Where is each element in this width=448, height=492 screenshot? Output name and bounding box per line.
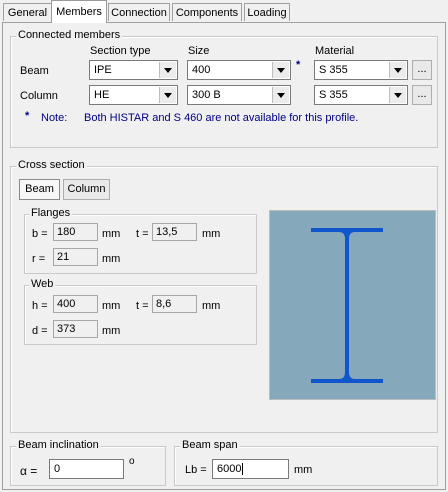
note-asterisk: * xyxy=(25,110,30,122)
i-beam-shape xyxy=(311,228,383,383)
beam-button-label: Beam xyxy=(25,183,54,195)
web-d-unit: mm xyxy=(102,325,121,337)
flange-t-label: t = xyxy=(136,228,149,240)
column-section-type-select[interactable] xyxy=(89,85,178,105)
flange-r-value: 21 xyxy=(57,251,70,263)
section-type-header: Section type xyxy=(90,45,151,57)
i-beam-profile-icon xyxy=(270,211,435,399)
chevron-down-icon[interactable] xyxy=(272,62,289,78)
web-h-unit: mm xyxy=(102,300,121,312)
web-t-unit: mm xyxy=(202,300,221,312)
span-value: 6000 xyxy=(217,463,242,475)
cross-section-column-button[interactable] xyxy=(63,179,110,200)
column-material-value: S 355 xyxy=(319,89,348,101)
web-d-value: 373 xyxy=(57,323,76,335)
tab-members[interactable] xyxy=(51,0,107,23)
column-size-value: 300 B xyxy=(192,89,221,101)
beam-section-type-select[interactable] xyxy=(89,60,178,80)
web-d-field xyxy=(53,320,98,338)
web-h-label: h = xyxy=(32,300,48,312)
browse-label: ... xyxy=(417,88,427,100)
web-title: Web xyxy=(31,278,54,290)
flanges-title: Flanges xyxy=(31,207,71,219)
degree-unit: o xyxy=(129,456,135,467)
tab-components[interactable] xyxy=(172,3,242,21)
text-caret xyxy=(242,463,243,475)
flange-t-unit: mm xyxy=(202,228,221,240)
connected-members-title: Connected members xyxy=(18,29,121,41)
note-text: Both HISTAR and S 460 are not available for this profile. xyxy=(84,112,359,124)
flange-r-label: r = xyxy=(32,253,46,265)
beam-row-label: Beam xyxy=(20,65,49,77)
browse-label: ... xyxy=(417,63,427,75)
chevron-down-icon[interactable] xyxy=(272,87,289,103)
tab-connection-label: Connection xyxy=(111,7,167,19)
flange-t-field xyxy=(152,223,197,241)
beam-section-type-value: IPE xyxy=(94,64,112,76)
column-row-label: Column xyxy=(20,90,58,102)
web-t-field xyxy=(152,295,197,313)
profile-preview xyxy=(269,210,436,400)
flange-b-unit: mm xyxy=(102,228,121,240)
web-t-value: 8,6 xyxy=(156,298,172,310)
flange-t-value: 13,5 xyxy=(156,226,178,238)
beam-material-value: S 355 xyxy=(319,64,348,76)
tab-connection[interactable] xyxy=(108,3,170,21)
flange-r-field xyxy=(53,248,98,266)
tab-components-label: Components xyxy=(175,7,239,19)
flange-r-unit: mm xyxy=(102,253,121,265)
web-d-label: d = xyxy=(32,325,48,337)
tab-loading-label: Loading xyxy=(247,7,287,19)
beam-span-title: Beam span xyxy=(182,439,238,451)
tab-members-label: Members xyxy=(56,6,102,18)
tab-loading[interactable] xyxy=(244,3,290,21)
beam-material-browse-button[interactable] xyxy=(412,60,432,80)
column-material-browse-button[interactable] xyxy=(412,85,432,105)
beam-inclination-title: Beam inclination xyxy=(18,439,99,451)
note-label: Note: xyxy=(41,112,68,124)
beam-size-value: 400 xyxy=(192,64,211,76)
chevron-down-icon[interactable] xyxy=(159,87,176,103)
size-header: Size xyxy=(188,45,210,57)
inclination-label: α = xyxy=(20,464,38,478)
column-section-type-value: HE xyxy=(94,89,110,101)
beam-asterisk: * xyxy=(296,59,301,71)
column-material-select[interactable] xyxy=(314,85,408,105)
flange-b-label: b = xyxy=(32,228,48,240)
cross-section-title: Cross section xyxy=(18,159,85,171)
span-label: Lb = xyxy=(185,464,207,476)
cross-section-beam-button[interactable] xyxy=(19,179,60,200)
span-unit: mm xyxy=(294,464,313,476)
span-input[interactable] xyxy=(212,459,289,479)
chevron-down-icon[interactable] xyxy=(389,62,406,78)
column-button-label: Column xyxy=(67,183,106,195)
material-header: Material xyxy=(315,45,355,57)
tab-general[interactable] xyxy=(3,3,52,21)
tab-general-label: General xyxy=(7,7,48,19)
tab-strip xyxy=(0,0,448,24)
web-t-label: t = xyxy=(136,300,149,312)
inclination-value: 0 xyxy=(54,463,61,475)
web-h-field xyxy=(53,295,98,313)
chevron-down-icon[interactable] xyxy=(159,62,176,78)
beam-size-select[interactable] xyxy=(187,60,291,80)
flange-b-value: 180 xyxy=(57,226,76,238)
inclination-input[interactable] xyxy=(49,459,124,479)
column-size-select[interactable] xyxy=(187,85,291,105)
beam-material-select[interactable] xyxy=(314,60,408,80)
chevron-down-icon[interactable] xyxy=(389,87,406,103)
web-h-value: 400 xyxy=(57,298,76,310)
flange-b-field xyxy=(53,223,98,241)
